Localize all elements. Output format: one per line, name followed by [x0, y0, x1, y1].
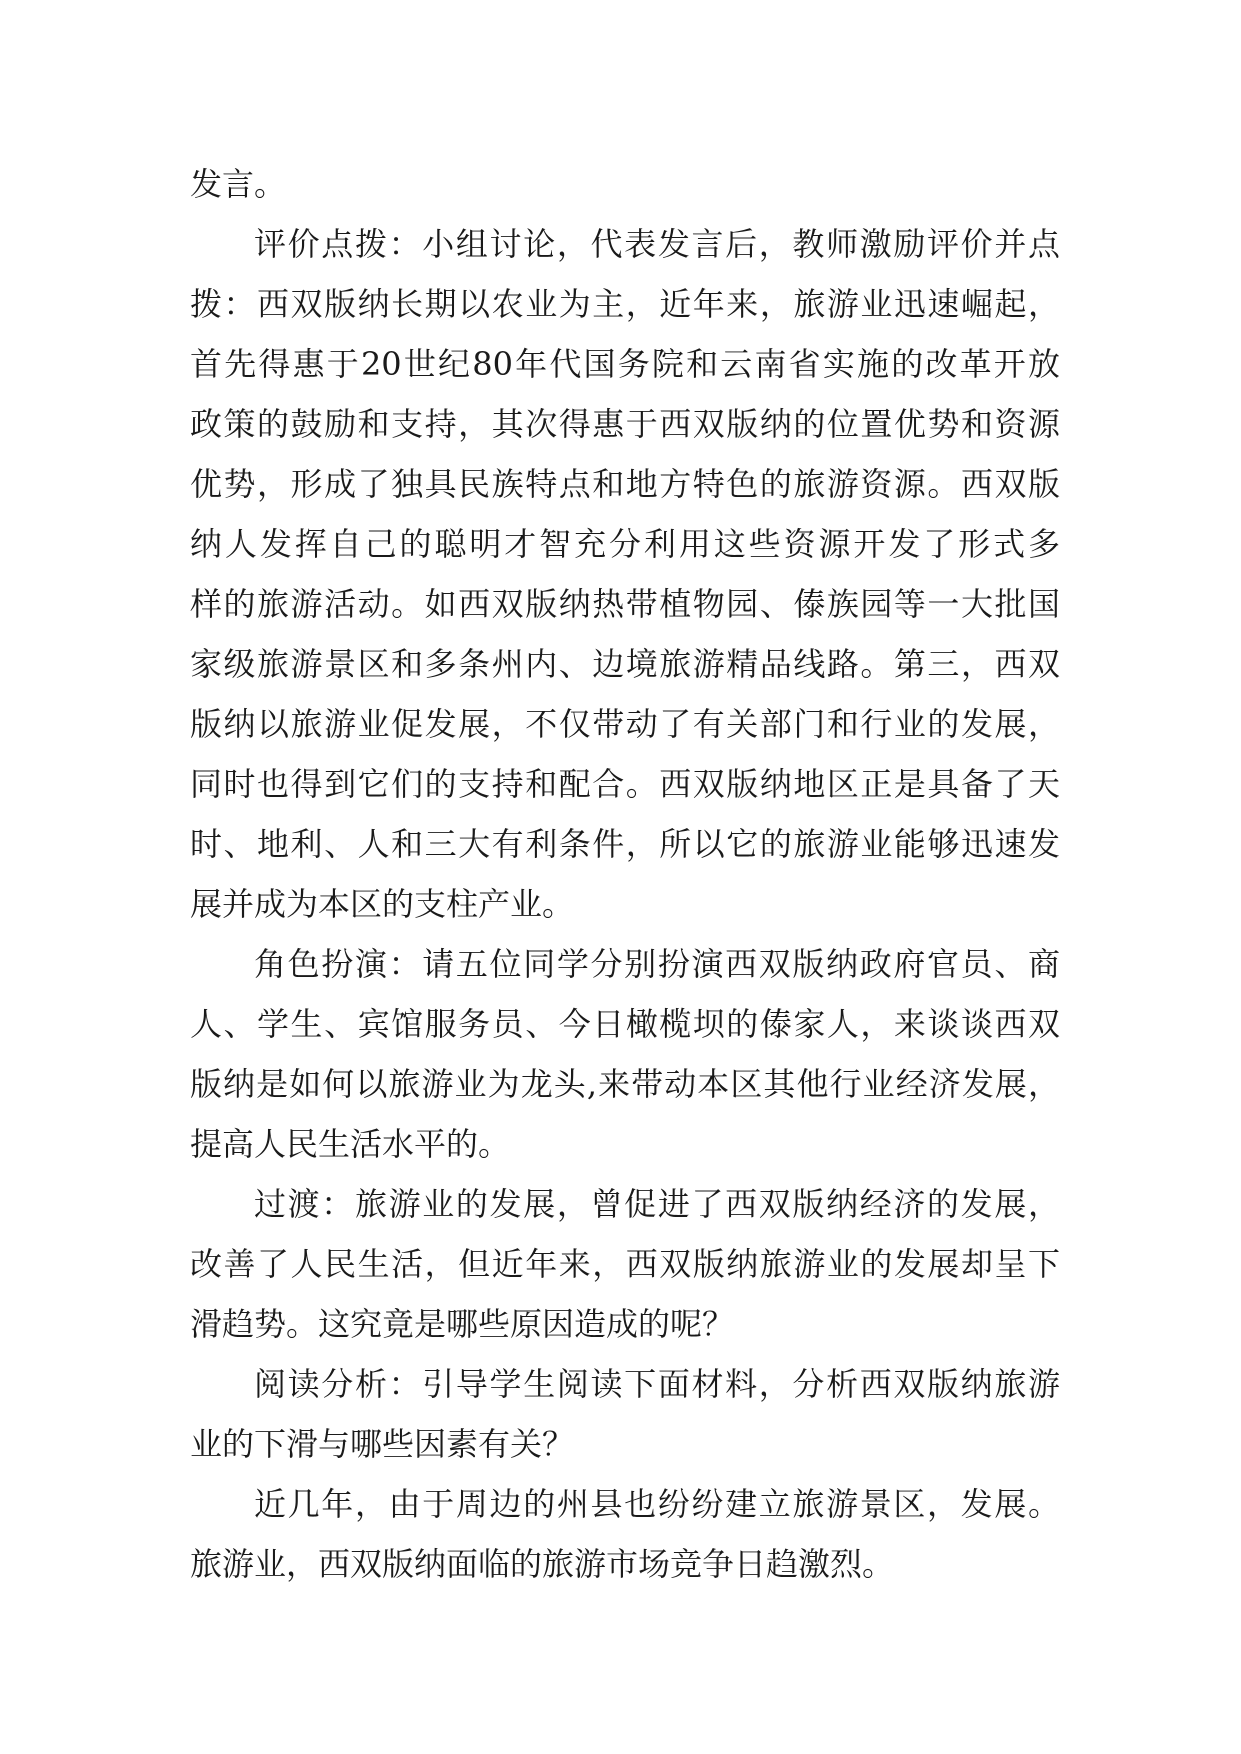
text-line: 版纳是如何以旅游业为龙头,来带动本区其他行业经济发展， [190, 1065, 1060, 1103]
text-line: 拨：西双版纳长期以农业为主，近年来，旅游业迅速崛起， [190, 285, 1060, 323]
text-line: 政策的鼓励和支持，其次得惠于西双版纳的位置优势和资源 [190, 405, 1060, 443]
text-line: 滑趋势。这究竟是哪些原因造成的呢？ [190, 1305, 735, 1343]
text-line: 过渡：旅游业的发展，曾促进了西双版纳经济的发展， [254, 1185, 1060, 1223]
text-line: 阅读分析：引导学生阅读下面材料，分析西双版纳旅游 [254, 1365, 1060, 1403]
text-line: 角色扮演：请五位同学分别扮演西双版纳政府官员、商 [254, 945, 1060, 983]
text-line: 样的旅游活动。如西双版纳热带植物园、傣族园等一大批国 [190, 585, 1060, 623]
text-line: 近几年，由于周边的州县也纷纷建立旅游景区，发展。 [254, 1485, 1060, 1523]
text-line: 展并成为本区的支柱产业。 [190, 885, 575, 923]
text-line: 家级旅游景区和多条州内、边境旅游精品线路。第三，西双 [190, 645, 1060, 683]
text-line: 纳人发挥自己的聪明才智充分利用这些资源开发了形式多 [190, 525, 1060, 563]
text-line: 评价点拨：小组讨论，代表发言后，教师激励评价并点 [254, 225, 1060, 263]
text-line: 旅游业，西双版纳面临的旅游市场竞争日趋激烈。 [190, 1545, 895, 1583]
text-line: 改善了人民生活，但近年来，西双版纳旅游业的发展却呈下 [190, 1245, 1060, 1283]
text-line: 人、学生、宾馆服务员、今日橄榄坝的傣家人，来谈谈西双 [190, 1005, 1060, 1043]
text-line: 同时也得到它们的支持和配合。西双版纳地区正是具备了天 [190, 765, 1060, 803]
text-line: 提高人民生活水平的。 [190, 1125, 511, 1163]
text-line: 时、地利、人和三大有利条件，所以它的旅游业能够迅速发 [190, 825, 1060, 863]
text-line: 版纳以旅游业促发展，不仅带动了有关部门和行业的发展， [190, 705, 1060, 743]
text-line: 业的下滑与哪些因素有关？ [190, 1425, 575, 1463]
text-line: 首先得惠于20世纪80年代国务院和云南省实施的改革开放 [190, 345, 1060, 383]
text-line: 发言。 [190, 165, 287, 203]
text-line: 优势，形成了独具民族特点和地方特色的旅游资源。西双版 [190, 465, 1060, 503]
